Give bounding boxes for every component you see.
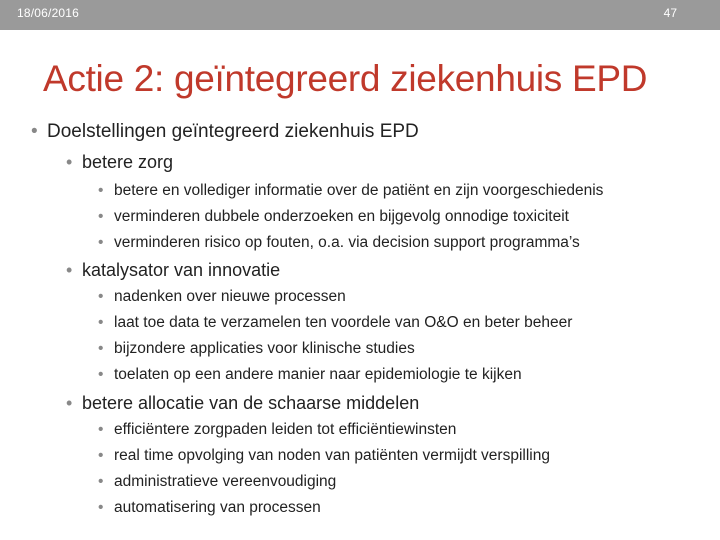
bullet-text: betere allocatie van de schaarse middelen xyxy=(82,393,420,413)
slide-date: 18/06/2016 xyxy=(17,6,80,20)
bullet-dot-icon: • xyxy=(98,340,104,357)
bullet-text: verminderen risico op fouten, o.a. via decision support programma’s xyxy=(114,234,580,251)
bullet-text: automatisering van processen xyxy=(114,499,321,516)
bullet-text: toelaten op een andere manier naar epidemiologie te kijken xyxy=(114,366,522,383)
bullet-text: administratieve vereenvoudiging xyxy=(114,473,337,490)
bullet-dot-icon: • xyxy=(66,260,73,280)
bullet-text: bijzondere applicaties voor klinische studies xyxy=(114,340,415,357)
bullet-text: laat toe data te verzamelen ten voordele van O&O en beter beheer xyxy=(114,314,573,331)
bullet-text: efficiëntere zorgpaden leiden tot efficiëntiewinsten xyxy=(114,421,457,438)
bullet-dot-icon: • xyxy=(98,314,104,331)
slide-title: Actie 2: geïntegreerd ziekenhuis EPD xyxy=(43,58,648,99)
bullet-text: betere en vollediger informatie over de patiënt en zijn voorgeschiedenis xyxy=(114,182,604,199)
bullet-dot-icon: • xyxy=(98,499,104,516)
bullet-dot-icon: • xyxy=(98,366,104,383)
slide-number: 47 xyxy=(663,6,677,20)
bullet-dot-icon: • xyxy=(98,234,104,251)
bullet-text: betere zorg xyxy=(82,152,174,172)
bullet-text: nadenken over nieuwe processen xyxy=(114,288,346,305)
bullet-dot-icon: • xyxy=(66,393,73,413)
bullet-text: real time opvolging van noden van patiënten vermijdt verspilling xyxy=(114,447,550,464)
bullet-text: Doelstellingen geïntegreerd ziekenhuis EPD xyxy=(47,121,419,142)
bullet-dot-icon: • xyxy=(66,152,73,172)
bullet-dot-icon: • xyxy=(31,121,38,142)
bullet-dot-icon: • xyxy=(98,288,104,305)
bullet-dot-icon: • xyxy=(98,447,104,464)
bullet-text: verminderen dubbele onderzoeken en bijgevolg onnodige toxiciteit xyxy=(114,208,569,225)
bullet-dot-icon: • xyxy=(98,208,104,225)
bullet-text: katalysator van innovatie xyxy=(82,260,281,280)
bullet-dot-icon: • xyxy=(98,473,104,490)
bullet-dot-icon: • xyxy=(98,182,104,199)
bullet-dot-icon: • xyxy=(98,421,104,438)
